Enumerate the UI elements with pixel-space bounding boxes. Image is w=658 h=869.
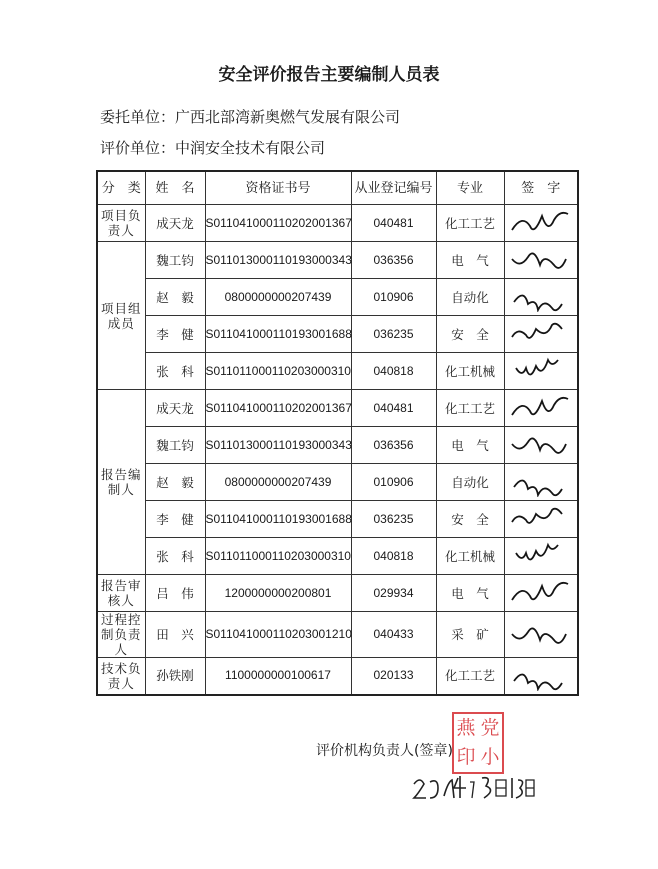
header-cert: 资格证书号 bbox=[205, 171, 351, 205]
header-category: 分 类 bbox=[97, 171, 145, 205]
header-name: 姓 名 bbox=[145, 171, 205, 205]
handwritten-signature bbox=[506, 319, 576, 349]
table-row bbox=[97, 658, 578, 695]
handwritten-signature bbox=[506, 578, 576, 608]
seal-char: 小 bbox=[480, 746, 500, 768]
reg-number-cell: 036356 bbox=[351, 242, 436, 279]
red-seal-stamp bbox=[452, 712, 504, 774]
signature-cell bbox=[504, 464, 578, 501]
signature-cell bbox=[504, 427, 578, 464]
handwritten-signature bbox=[506, 208, 576, 238]
handwritten-date bbox=[410, 772, 540, 804]
table-row bbox=[97, 316, 578, 353]
signature-cell bbox=[504, 538, 578, 575]
cert-number-cell: S011041000110202001367 bbox=[205, 390, 351, 427]
major-cell: 安 全 bbox=[436, 316, 504, 353]
signature-cell bbox=[504, 316, 578, 353]
name-cell: 赵 毅 bbox=[145, 464, 205, 501]
table-row bbox=[97, 242, 578, 279]
category-cell: 技术负责人 bbox=[97, 658, 145, 695]
name-cell: 赵 毅 bbox=[145, 279, 205, 316]
table-row bbox=[97, 464, 578, 501]
name-cell: 成天龙 bbox=[145, 390, 205, 427]
handwritten-signature bbox=[506, 620, 576, 650]
signature-cell bbox=[504, 658, 578, 695]
name-cell: 张 科 bbox=[145, 353, 205, 390]
table-row bbox=[97, 390, 578, 427]
cert-number-cell: S011011000110203000310 bbox=[205, 353, 351, 390]
handwritten-signature bbox=[506, 356, 576, 386]
table-row bbox=[97, 205, 578, 242]
cert-number-cell: 0800000000207439 bbox=[205, 464, 351, 501]
seal-char: 燕 bbox=[456, 717, 476, 739]
cert-number-cell: S011041000110193001688 bbox=[205, 501, 351, 538]
cert-number-cell: 1100000000100617 bbox=[205, 658, 351, 695]
reg-number-cell: 010906 bbox=[351, 464, 436, 501]
reg-number-cell: 040433 bbox=[351, 612, 436, 658]
cert-number-cell: S011041000110202001367 bbox=[205, 205, 351, 242]
table-row bbox=[97, 575, 578, 612]
table-row bbox=[97, 353, 578, 390]
category-cell: 报告编制人 bbox=[97, 390, 145, 575]
name-cell: 李 健 bbox=[145, 501, 205, 538]
handwritten-signature bbox=[506, 393, 576, 423]
major-cell: 自动化 bbox=[436, 464, 504, 501]
signature-cell bbox=[504, 353, 578, 390]
major-cell: 电 气 bbox=[436, 575, 504, 612]
reg-number-cell: 036235 bbox=[351, 316, 436, 353]
reg-number-cell: 040481 bbox=[351, 205, 436, 242]
category-cell: 报告审核人 bbox=[97, 575, 145, 612]
major-cell: 安 全 bbox=[436, 501, 504, 538]
table-row bbox=[97, 501, 578, 538]
header-signature: 签 字 bbox=[504, 171, 578, 205]
signature-cell bbox=[504, 575, 578, 612]
cert-number-cell: S011013000110193000343 bbox=[205, 427, 351, 464]
table-header-row bbox=[97, 171, 578, 205]
signature-cell bbox=[504, 205, 578, 242]
evaluator-unit-line: 评价单位：中润安全技术有限公司 bbox=[100, 139, 326, 157]
reg-number-cell: 036356 bbox=[351, 427, 436, 464]
reg-number-cell: 010906 bbox=[351, 279, 436, 316]
header-reg: 从业登记编号 bbox=[351, 171, 436, 205]
cert-number-cell: S011041000110193001688 bbox=[205, 316, 351, 353]
document-title: 安全评价报告主要编制人员表 bbox=[218, 65, 440, 85]
cert-number-cell: 1200000000200801 bbox=[205, 575, 351, 612]
cert-number-cell: 0800000000207439 bbox=[205, 279, 351, 316]
major-cell: 电 气 bbox=[436, 427, 504, 464]
name-cell: 魏工钧 bbox=[145, 242, 205, 279]
major-cell: 化工机械 bbox=[436, 538, 504, 575]
table-row bbox=[97, 427, 578, 464]
major-cell: 化工工艺 bbox=[436, 390, 504, 427]
table-row bbox=[97, 612, 578, 658]
cert-number-cell: S011011000110203000310 bbox=[205, 538, 351, 575]
major-cell: 采 矿 bbox=[436, 612, 504, 658]
handwritten-signature bbox=[506, 661, 576, 691]
name-cell: 吕 伟 bbox=[145, 575, 205, 612]
reg-number-cell: 020133 bbox=[351, 658, 436, 695]
handwritten-signature bbox=[506, 430, 576, 460]
signatory-label: 评价机构负责人(签章) bbox=[316, 743, 453, 759]
seal-char: 党 bbox=[480, 717, 500, 739]
handwritten-signature bbox=[506, 504, 576, 534]
reg-number-cell: 029934 bbox=[351, 575, 436, 612]
reg-number-cell: 040818 bbox=[351, 538, 436, 575]
signature-cell bbox=[504, 390, 578, 427]
handwritten-signature bbox=[506, 467, 576, 497]
seal-char: 印 bbox=[456, 746, 476, 768]
table-row bbox=[97, 279, 578, 316]
name-cell: 李 健 bbox=[145, 316, 205, 353]
handwritten-signature bbox=[506, 541, 576, 571]
reg-number-cell: 036235 bbox=[351, 501, 436, 538]
major-cell: 化工工艺 bbox=[436, 658, 504, 695]
signature-cell bbox=[504, 242, 578, 279]
signature-cell bbox=[504, 612, 578, 658]
handwritten-signature bbox=[506, 282, 576, 312]
name-cell: 成天龙 bbox=[145, 205, 205, 242]
signature-cell bbox=[504, 501, 578, 538]
reg-number-cell: 040818 bbox=[351, 353, 436, 390]
name-cell: 孙铁刚 bbox=[145, 658, 205, 695]
reg-number-cell: 040481 bbox=[351, 390, 436, 427]
cert-number-cell: S011041000110203001210 bbox=[205, 612, 351, 658]
major-cell: 电 气 bbox=[436, 242, 504, 279]
major-cell: 自动化 bbox=[436, 279, 504, 316]
major-cell: 化工工艺 bbox=[436, 205, 504, 242]
name-cell: 田 兴 bbox=[145, 612, 205, 658]
cert-number-cell: S011013000110193000343 bbox=[205, 242, 351, 279]
header-major: 专业 bbox=[436, 171, 504, 205]
name-cell: 张 科 bbox=[145, 538, 205, 575]
table-row bbox=[97, 538, 578, 575]
category-cell: 过程控制负责人 bbox=[97, 612, 145, 658]
major-cell: 化工机械 bbox=[436, 353, 504, 390]
signature-cell bbox=[504, 279, 578, 316]
category-cell: 项目负责人 bbox=[97, 205, 145, 242]
name-cell: 魏工钧 bbox=[145, 427, 205, 464]
handwritten-signature bbox=[506, 245, 576, 275]
staff-table bbox=[96, 170, 579, 696]
category-cell: 项目组成员 bbox=[97, 242, 145, 390]
client-unit-line: 委托单位：广西北部湾新奥燃气发展有限公司 bbox=[100, 108, 401, 126]
